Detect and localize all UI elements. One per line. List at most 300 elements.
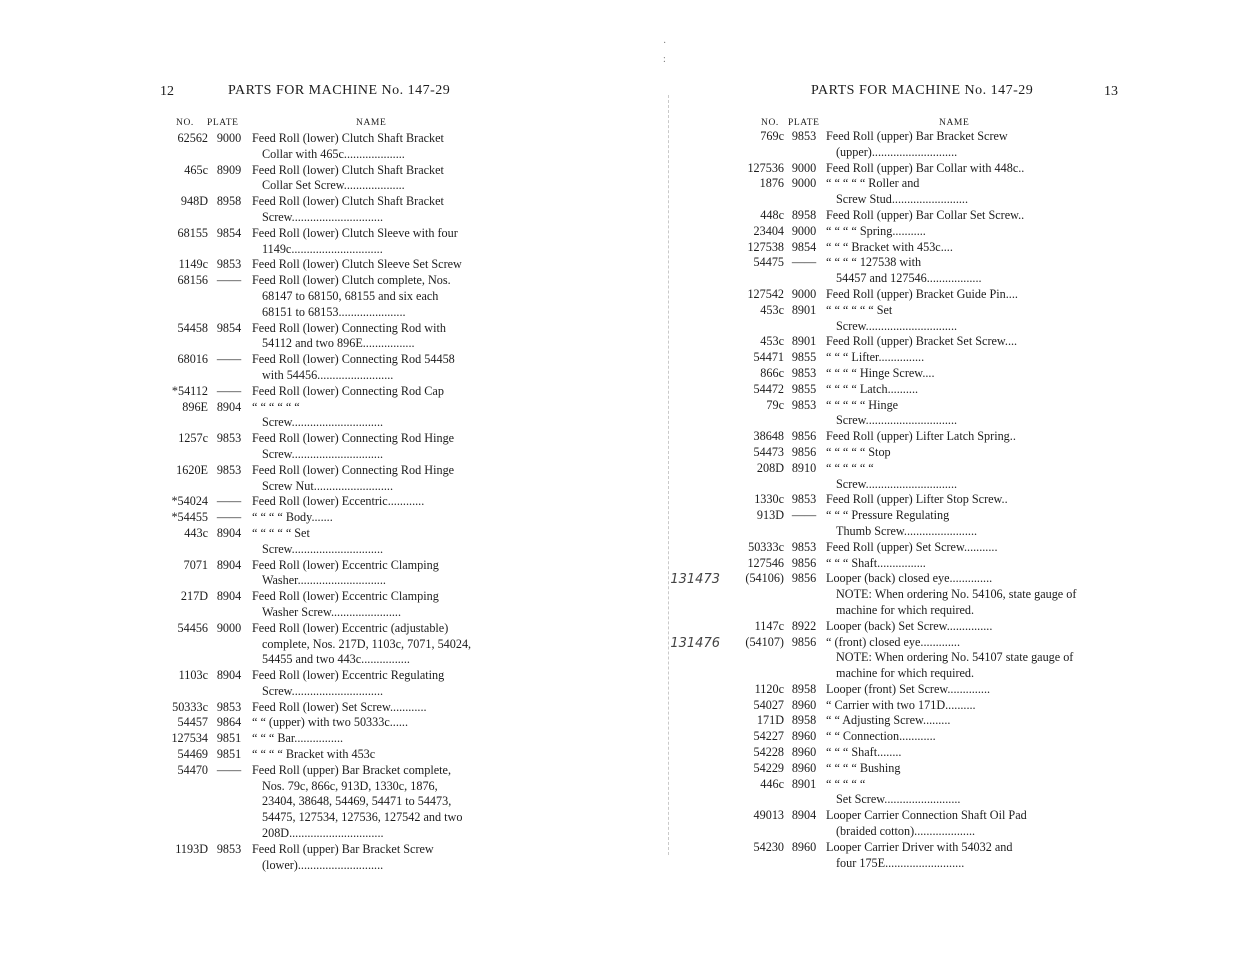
part-number: 453c	[760, 302, 784, 317]
part-number: 127534	[171, 731, 208, 746]
right-page	[670, 0, 1235, 954]
parts-row	[722, 729, 1090, 745]
part-number: 1147c	[754, 618, 784, 633]
part-name: Feed Roll (lower) Connecting Rod Hinge	[252, 462, 455, 477]
plate-number: ——	[216, 273, 242, 288]
part-name: “ “ “ Shaft................	[826, 555, 926, 570]
parts-row	[150, 668, 500, 684]
part-number: 68016	[177, 352, 208, 367]
plate-number: 8910	[791, 460, 817, 475]
plate-number: 8958	[791, 207, 817, 222]
plate-number: 9853	[216, 841, 242, 856]
right-page-number: 13	[1104, 84, 1118, 99]
plate-number: 9000	[216, 131, 242, 145]
part-name: Feed Roll (lower) Connecting Rod Cap	[252, 383, 444, 398]
part-number: 1330c	[754, 492, 784, 507]
part-number: 443c	[184, 525, 208, 540]
part-number: 1876	[759, 176, 784, 191]
plate-number: 9854	[791, 239, 817, 254]
plate-number: 8904	[216, 668, 242, 683]
plate-number: 9856	[791, 571, 817, 586]
part-number: (54106)	[745, 571, 784, 586]
parts-row	[150, 810, 500, 826]
part-name: Feed Roll (lower) Eccentric Clamping	[252, 589, 439, 604]
part-name: (lower)............................	[262, 857, 384, 872]
part-name: Looper (back) Set Screw...............	[826, 618, 993, 633]
part-name: Feed Roll (lower) Clutch Shaft Bracket	[252, 131, 444, 145]
part-name: 54455 and two 443c................	[262, 652, 410, 667]
part-number: 127536	[747, 160, 784, 175]
right-running-head: PARTS FOR MACHINE No. 147-29	[811, 83, 1034, 98]
part-name: Feed Roll (upper) Set Screw...........	[826, 539, 998, 554]
part-name: with 54456.........................	[262, 367, 394, 382]
part-number: 127538	[747, 239, 784, 254]
parts-row	[150, 368, 500, 384]
parts-row	[722, 461, 1090, 477]
part-name: Feed Roll (lower) Connecting Rod Hinge	[252, 431, 455, 446]
parts-row	[722, 350, 1090, 366]
part-number: 1149c	[178, 257, 208, 272]
part-name: “ “ “ Shaft........	[826, 745, 902, 760]
gutter-marks: · :	[663, 38, 667, 65]
parts-row	[150, 589, 500, 605]
parts-row	[150, 273, 500, 289]
part-name: Collar with 465c....................	[262, 146, 405, 161]
plate-number: 9856	[791, 429, 817, 444]
parts-row	[722, 792, 1090, 808]
parts-row	[150, 447, 500, 463]
parts-row	[150, 163, 500, 179]
parts-row	[150, 289, 500, 305]
parts-row	[722, 856, 1090, 872]
plate-number: 9864	[216, 715, 242, 730]
parts-row	[722, 319, 1090, 335]
parts-row	[150, 194, 500, 210]
parts-row	[722, 824, 1090, 840]
part-name: “ “ Connection............	[826, 729, 936, 744]
part-number: 50333c	[748, 539, 784, 554]
part-number: 913D	[756, 508, 784, 523]
plate-number: 8958	[216, 194, 242, 209]
parts-row	[722, 698, 1090, 714]
part-number: 79c	[766, 397, 784, 412]
part-name: “ “ “ Lifter...............	[826, 350, 925, 365]
part-name: Washer Screw.......................	[262, 604, 402, 619]
parts-row	[150, 794, 500, 810]
part-name: Screw..............................	[836, 413, 958, 428]
part-number: 54457	[177, 715, 208, 730]
plate-number: 9851	[216, 731, 242, 746]
part-number: 54230	[753, 839, 784, 854]
parts-row	[150, 415, 500, 431]
parts-row	[670, 634, 1090, 651]
parts-row	[722, 540, 1090, 556]
part-number: *54112	[171, 383, 208, 398]
part-name: “ “ “ “ 127538 with	[826, 255, 922, 270]
part-name: Screw..............................	[262, 209, 384, 224]
part-name: “ “ “ “ Bracket with 453c	[252, 747, 376, 762]
plate-number: 8960	[791, 760, 817, 775]
plate-number: 8901	[791, 302, 817, 317]
parts-row	[150, 700, 500, 716]
parts-row	[722, 413, 1090, 429]
plate-number: 8958	[791, 681, 817, 696]
parts-row	[150, 684, 500, 700]
plate-number: 9853	[216, 431, 242, 446]
part-name: “ (front) closed eye.............	[826, 634, 961, 649]
parts-row	[150, 652, 500, 668]
parts-row	[722, 382, 1090, 398]
plate-number: 8960	[791, 729, 817, 744]
plate-number: 8904	[216, 399, 242, 414]
parts-row	[150, 431, 500, 447]
part-name: 23404, 38648, 54469, 54471 to 54473,	[262, 794, 452, 809]
plate-number: ——	[216, 383, 242, 398]
parts-row	[722, 603, 1090, 619]
part-name: 54475, 127534, 127536, 127542 and two	[262, 810, 463, 825]
part-number: 171D	[756, 713, 784, 728]
part-name: “ “ “ “ “ “ Set	[826, 302, 893, 317]
part-name: Feed Roll (lower) Clutch Sleeve with four	[252, 225, 458, 240]
parts-row	[150, 210, 500, 226]
plate-number: 9855	[791, 350, 817, 365]
parts-row	[722, 240, 1090, 256]
part-name: Looper (front) Set Screw..............	[826, 681, 991, 696]
handwritten-annotation: 131473	[670, 572, 720, 588]
part-number: 1120c	[754, 681, 784, 696]
parts-row	[150, 747, 500, 763]
plate-number: 8904	[791, 808, 817, 823]
part-number: 127542	[747, 286, 784, 301]
part-name: “ “ “ “ “	[826, 776, 866, 791]
plate-number: 9856	[791, 444, 817, 459]
part-number: 49013	[753, 808, 784, 823]
part-name: Screw..............................	[262, 415, 384, 430]
part-name: Screw Nut..........................	[262, 478, 394, 493]
part-name: Feed Roll (upper) Bracket Guide Pin....	[826, 286, 1018, 301]
parts-row	[150, 147, 500, 163]
part-number: *54024	[171, 494, 208, 509]
parts-row	[150, 842, 500, 858]
part-name: Feed Roll (upper) Bar Collar Set Screw..	[826, 207, 1025, 222]
plate-number: 9000	[791, 176, 817, 191]
parts-row	[722, 255, 1090, 271]
parts-row	[150, 526, 500, 542]
plate-number: 9855	[791, 381, 817, 396]
column-header-no: NO.	[761, 118, 779, 128]
parts-row	[722, 287, 1090, 303]
part-number: 208D	[756, 460, 784, 475]
part-name: 54457 and 127546..................	[836, 271, 982, 286]
parts-row	[722, 650, 1090, 666]
part-name: Feed Roll (lower) Eccentric Clamping	[252, 557, 439, 572]
parts-row	[150, 257, 500, 273]
part-name: “ “ “ “ Spring...........	[826, 223, 926, 238]
plate-number: ——	[216, 494, 242, 509]
plate-number: 9851	[216, 747, 242, 762]
part-name: “ “ “ “ “ “	[826, 460, 874, 475]
parts-row	[150, 510, 500, 526]
parts-row	[150, 637, 500, 653]
plate-number: ——	[216, 762, 242, 777]
part-name: NOTE: When ordering No. 54107 state gauge of	[836, 650, 1074, 665]
part-number: 54227	[753, 729, 784, 744]
part-number: 866c	[760, 365, 784, 380]
parts-row	[150, 321, 500, 337]
parts-row	[722, 619, 1090, 635]
parts-row	[722, 429, 1090, 445]
parts-row	[722, 492, 1090, 508]
parts-row	[150, 558, 500, 574]
part-name: Looper (back) closed eye..............	[826, 571, 993, 586]
parts-row	[150, 763, 500, 779]
parts-row	[150, 352, 500, 368]
plate-number: 9000	[216, 620, 242, 635]
part-number: 54473	[753, 444, 784, 459]
part-number: 1620E	[176, 462, 208, 477]
left-page-number: 12	[160, 84, 174, 99]
parts-row	[722, 524, 1090, 540]
part-name: “ “ “ Pressure Regulating	[826, 508, 950, 523]
part-number: 465c	[184, 162, 208, 177]
part-number: 948D	[180, 194, 208, 209]
part-name: “ “ “ “ “ Set	[252, 525, 310, 540]
part-name: “ “ “ “ Latch..........	[826, 381, 919, 396]
part-name: “ “ “ “ “ “	[252, 399, 300, 414]
part-name: (braided cotton)....................	[836, 824, 976, 839]
parts-row	[722, 192, 1090, 208]
parts-row	[722, 808, 1090, 824]
part-name: Feed Roll (lower) Eccentric Regulating	[252, 668, 445, 683]
parts-row	[150, 400, 500, 416]
part-name: Washer.............................	[262, 573, 386, 588]
left-running-head: PARTS FOR MACHINE No. 147-29	[228, 83, 451, 98]
parts-row	[722, 303, 1090, 319]
parts-row	[722, 713, 1090, 729]
parts-row	[722, 398, 1090, 414]
part-number: 54229	[753, 760, 784, 775]
plate-number: 8901	[791, 334, 817, 349]
part-number: 896E	[182, 399, 208, 414]
column-header-no: NO.	[176, 118, 194, 128]
plate-number: 8909	[216, 162, 242, 177]
part-number: 1103c	[178, 668, 208, 683]
part-number: 217D	[180, 589, 208, 604]
parts-row	[722, 761, 1090, 777]
plate-number: 8960	[791, 839, 817, 854]
part-number: 54470	[177, 762, 208, 777]
parts-row	[722, 145, 1090, 161]
plate-number: 9853	[791, 397, 817, 412]
part-number: 68156	[177, 273, 208, 288]
part-number: 54475	[753, 255, 784, 270]
parts-row	[722, 508, 1090, 524]
part-name: (upper)............................	[836, 144, 958, 159]
part-name: “ “ Adjusting Screw.........	[826, 713, 951, 728]
part-name: NOTE: When ordering No. 54106, state gauge of	[836, 587, 1077, 602]
parts-row	[150, 779, 500, 795]
part-name: Feed Roll (lower) Connecting Rod with	[252, 320, 446, 335]
part-name: machine for which required.	[836, 666, 975, 681]
part-number: 54456	[177, 620, 208, 635]
plate-number: ——	[216, 352, 242, 367]
part-name: “ “ “ “ “ Hinge	[826, 397, 899, 412]
part-name: Feed Roll (lower) Clutch complete, Nos.	[252, 273, 451, 288]
part-number: 1193D	[175, 841, 208, 856]
plate-number: 8904	[216, 557, 242, 572]
part-name: Screw..............................	[836, 318, 958, 333]
part-name: machine for which required.	[836, 602, 975, 617]
part-name: “ “ “ Bar................	[252, 731, 344, 746]
parts-row	[150, 605, 500, 621]
part-number: 446c	[760, 776, 784, 791]
part-name: Screw..............................	[262, 683, 384, 698]
part-name: Nos. 79c, 866c, 913D, 1330c, 1876,	[262, 778, 438, 793]
plate-number: 9853	[216, 257, 242, 272]
part-name: Screw..............................	[262, 541, 384, 556]
column-header-plate: PLATE	[788, 118, 820, 128]
plate-number: ——	[791, 255, 817, 270]
part-name: Looper Carrier Connection Shaft Oil Pad	[826, 808, 1027, 823]
parts-row	[150, 242, 500, 258]
part-name: “ “ “ “ Bushing	[826, 760, 901, 775]
part-name: Feed Roll (upper) Lifter Stop Screw..	[826, 492, 1008, 507]
parts-row	[722, 129, 1090, 145]
plate-number: ——	[216, 510, 242, 525]
parts-row	[150, 573, 500, 589]
part-name: 208D...............................	[262, 826, 384, 841]
part-number: 453c	[760, 334, 784, 349]
parts-row	[150, 621, 500, 637]
part-name: Thumb Screw........................	[836, 523, 978, 538]
parts-row	[722, 208, 1090, 224]
part-number: 54472	[753, 381, 784, 396]
parts-row	[722, 334, 1090, 350]
column-header-plate: PLATE	[207, 118, 239, 128]
parts-row	[722, 366, 1090, 382]
page-gutter	[668, 95, 669, 855]
part-name: “ “ (upper) with two 50333c......	[252, 715, 409, 730]
part-name: “ Carrier with two 171D..........	[826, 697, 976, 712]
right-parts-list	[670, 129, 1090, 871]
plate-number: 8960	[791, 697, 817, 712]
part-name: Feed Roll (lower) Eccentric (adjustable)	[252, 620, 449, 635]
part-name: Collar Set Screw....................	[262, 178, 405, 193]
parts-row	[150, 178, 500, 194]
parts-row	[150, 826, 500, 842]
part-number: (54107)	[745, 634, 784, 649]
part-number: 23404	[753, 223, 784, 238]
parts-row	[150, 715, 500, 731]
part-name: Feed Roll (lower) Clutch Shaft Bracket	[252, 162, 444, 177]
plate-number: 8904	[216, 525, 242, 540]
parts-row	[150, 131, 500, 147]
plate-number: 9856	[791, 555, 817, 570]
part-number: 54027	[753, 697, 784, 712]
parts-row	[150, 731, 500, 747]
parts-row	[150, 336, 500, 352]
part-name: Feed Roll (upper) Lifter Latch Spring..	[826, 429, 1016, 444]
left-parts-list	[150, 131, 500, 873]
part-name: Feed Roll (lower) Clutch Shaft Bracket	[252, 194, 444, 209]
part-number: 54469	[177, 747, 208, 762]
plate-number: 8958	[791, 713, 817, 728]
part-number: 68155	[177, 225, 208, 240]
part-name: Feed Roll (upper) Bar Bracket Screw	[252, 841, 434, 856]
column-header-name: NAME	[939, 118, 970, 128]
part-number: *54455	[171, 510, 208, 525]
plate-number: 9000	[791, 286, 817, 301]
plate-number: 8901	[791, 776, 817, 791]
parts-row	[150, 858, 500, 874]
part-name: four 175E..........................	[836, 855, 965, 870]
part-name: 54112 and two 896E.................	[262, 336, 415, 351]
parts-row	[722, 477, 1090, 493]
parts-row	[150, 226, 500, 242]
parts-row	[722, 161, 1090, 177]
handwritten-annotation: 131476	[670, 635, 720, 651]
part-number: 38648	[753, 429, 784, 444]
part-name: Screw..............................	[836, 476, 958, 491]
parts-row	[722, 271, 1090, 287]
part-number: 7071	[183, 557, 208, 572]
parts-row	[722, 666, 1090, 682]
part-name: “ “ “ “ “ Roller and	[826, 176, 920, 191]
plate-number: 8904	[216, 589, 242, 604]
part-number: 50333c	[172, 699, 208, 714]
part-name: “ “ “ “ Body.......	[252, 510, 333, 525]
plate-number: 9853	[216, 462, 242, 477]
parts-row	[150, 463, 500, 479]
plate-number: 9853	[216, 699, 242, 714]
plate-number: 8960	[791, 745, 817, 760]
part-number: 54458	[177, 320, 208, 335]
part-name: Feed Roll (lower) Eccentric............	[252, 494, 425, 509]
parts-row	[722, 777, 1090, 793]
part-name: Feed Roll (upper) Bracket Set Screw....	[826, 334, 1018, 349]
plate-number: 8922	[791, 618, 817, 633]
parts-row	[150, 479, 500, 495]
parts-row	[722, 224, 1090, 240]
part-number: 54228	[753, 745, 784, 760]
plate-number: 9000	[791, 223, 817, 238]
part-name: 1149c..............................	[262, 241, 383, 256]
plate-number: 9853	[791, 129, 817, 143]
plate-number: 9853	[791, 492, 817, 507]
plate-number: 9853	[791, 539, 817, 554]
parts-row	[722, 176, 1090, 192]
part-name: “ “ “ “ “ Stop	[826, 444, 891, 459]
part-name: Looper Carrier Driver with 54032 and	[826, 839, 1013, 854]
parts-row	[722, 587, 1090, 603]
part-name: Feed Roll (lower) Clutch Sleeve Set Screw	[252, 257, 462, 272]
part-name: Feed Roll (lower) Set Screw............	[252, 699, 427, 714]
parts-row	[722, 556, 1090, 572]
part-number: 127546	[747, 555, 784, 570]
part-name: Feed Roll (upper) Bar Bracket Screw	[826, 129, 1008, 143]
parts-row	[722, 745, 1090, 761]
parts-row	[670, 571, 1090, 588]
part-number: 54471	[753, 350, 784, 365]
part-name: 68147 to 68150, 68155 and six each	[262, 288, 439, 303]
part-name: Feed Roll (upper) Bar Bracket complete,	[252, 762, 451, 777]
part-name: Feed Roll (lower) Connecting Rod 54458	[252, 352, 455, 367]
column-header-name: NAME	[356, 118, 387, 128]
plate-number: 9854	[216, 320, 242, 335]
part-number: 1257c	[178, 431, 208, 446]
parts-row	[722, 445, 1090, 461]
part-number: 62562	[177, 131, 208, 145]
